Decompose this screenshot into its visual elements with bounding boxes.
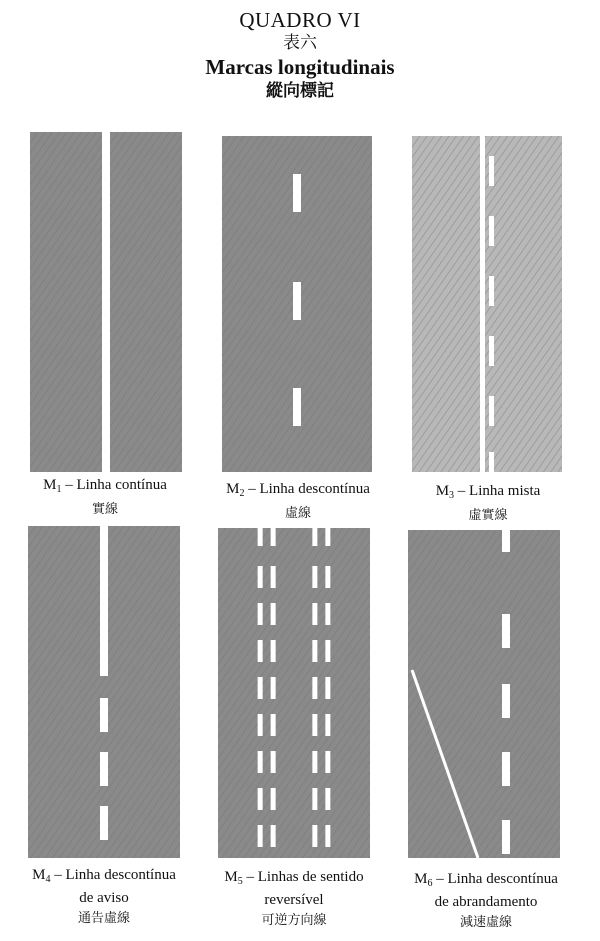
dash-2 [293,282,301,320]
dash-1-7-a [258,788,263,810]
caption-m3 [398,482,578,524]
dash-1-8-b [271,825,276,847]
dash-1-5-a [258,714,263,736]
dash-2-8-b [325,825,330,847]
top-line-2-b [325,528,330,546]
caption-m5-title-2: reversível [264,892,324,908]
dash-2-6-b [325,751,330,773]
dash-1-3-b [271,640,276,662]
dash-2-3-b [325,640,330,662]
dash-1-1-b [271,566,276,588]
lane-dash-3 [502,752,510,786]
dash-2-2-a [312,603,317,625]
dash-2-7-b [325,788,330,810]
dash-2-7-a [312,788,317,810]
continuous-line [102,132,110,472]
top-line-1-a [258,528,263,546]
caption-m4-title-2: de aviso [79,890,129,906]
dash-2-8-a [312,825,317,847]
road-illustration-m3 [412,136,562,472]
road-illustration-m6 [408,530,560,858]
continuous-line [100,526,108,676]
caption-m5-title: $M_5$ – Linhas de sentido [224,869,364,887]
dash-2-1-b [325,566,330,588]
dash-5 [489,396,494,426]
dash-2-1-a [312,566,317,588]
dash-2-6-a [312,751,317,773]
header [0,8,600,102]
dash-1-3-a [258,640,263,662]
page-subtitle: Marcas longitudinais [205,55,395,79]
continuous-line [480,136,485,472]
road-illustration-m1 [30,132,182,472]
dash-4 [489,336,494,366]
dash-3 [293,388,301,426]
dash-1-4-a [258,677,263,699]
caption-m5-zh: 可逆方向線 [261,912,327,927]
caption-m3-zh: 虛實線 [468,507,508,522]
caption-m6-title-2: de abrandamento [434,894,538,910]
dash-2-4-b [325,677,330,699]
caption-m6-zh: 減速虛線 [459,914,512,929]
dash-1-2-b [271,603,276,625]
road-illustration-m5 [218,528,370,858]
caption-m2 [200,480,396,522]
caption-m4-zh: 通告虛線 [77,910,130,925]
dash-2 [489,216,494,246]
dash-1-7-b [271,788,276,810]
dash-1 [293,174,301,212]
road-illustration-m4 [28,526,180,858]
caption-m4 [6,866,202,927]
dash-2-5-b [325,714,330,736]
caption-m4-title: $M_4$ – Linha descontínua [32,867,176,885]
dash-2-3-a [312,640,317,662]
top-line-2-a [312,528,317,546]
dash-3 [489,276,494,306]
caption-m5 [196,868,392,929]
dash-2-2-b [325,603,330,625]
caption-m6-title: $M_6$ – Linha descontínua [414,871,558,889]
caption-m2-title: $M_2$ – Linha descontínua [226,481,370,499]
caption-m2-zh: 虛線 [284,505,311,520]
dash-1 [100,698,108,732]
caption-m6 [388,870,584,931]
page-title: QUADRO VI [239,8,361,32]
page-subtitle-zh: 縱向標記 [266,81,334,100]
dash-1-4-b [271,677,276,699]
road-surface [408,530,560,858]
dash-1-6-b [271,751,276,773]
dash-1-6-a [258,751,263,773]
dash-2 [100,752,108,786]
page-title-zh: 表六 [283,33,317,52]
dash-1-2-a [258,603,263,625]
caption-m3-title: $M_3$ – Linha mista [435,483,541,501]
top-line-1-b [271,528,276,546]
road-surface [412,136,562,472]
lane-dash-2 [502,684,510,718]
lane-dash-1 [502,614,510,648]
lane-line-top [502,530,510,552]
caption-m1-zh: 實線 [91,501,118,516]
road-surface [218,528,370,858]
dash-1-5-b [271,714,276,736]
dash-1 [489,156,494,186]
caption-m1-title: $M_1$ – Linha contínua [43,477,167,495]
dash-2-4-a [312,677,317,699]
lane-dash-4 [502,820,510,854]
dash-1-8-a [258,825,263,847]
dash-1-1-a [258,566,263,588]
dash-2-5-a [312,714,317,736]
dash-3 [100,806,108,840]
caption-m1 [10,476,200,518]
road-illustration-m2 [222,136,372,472]
dash-6 [489,452,494,472]
